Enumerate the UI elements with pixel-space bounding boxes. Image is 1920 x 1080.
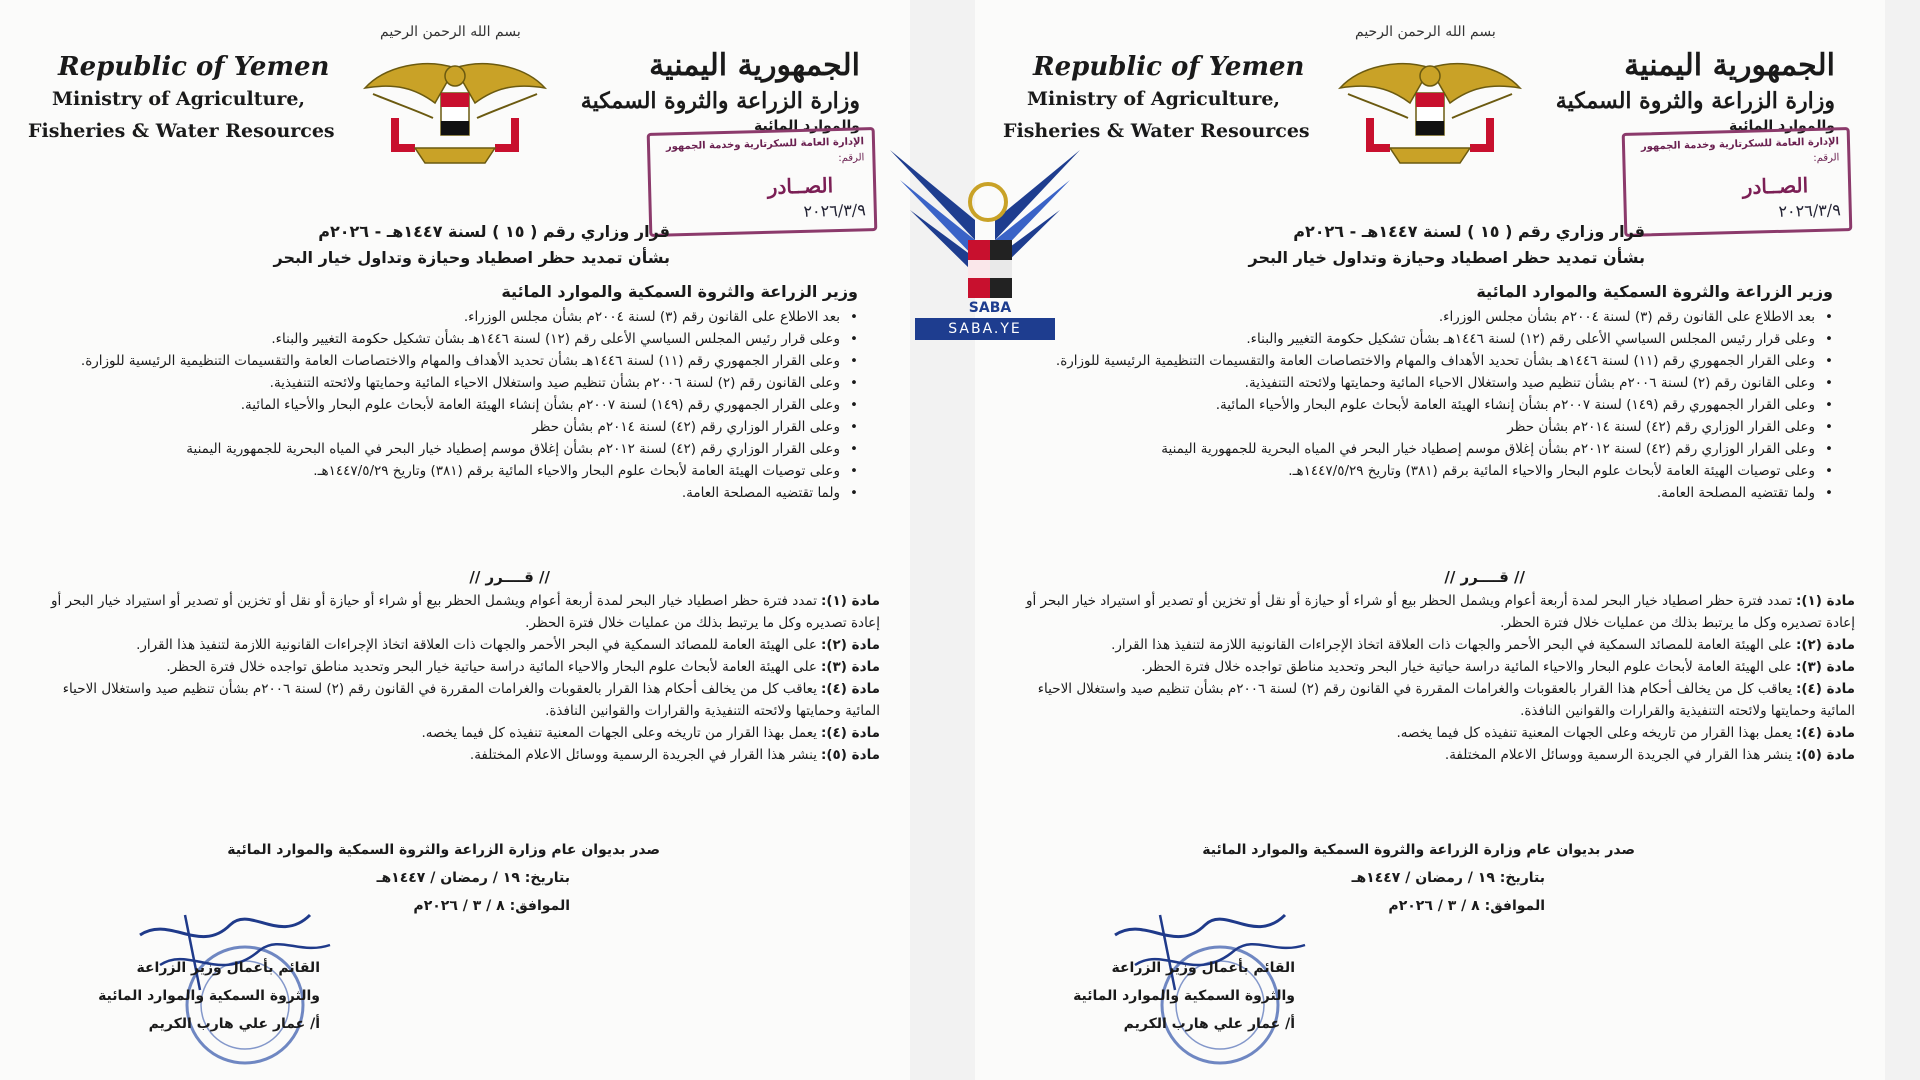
preamble-item: • بعد الاطلاع على القانون رقم (٣) لسنة ٢٠٠٤م بشأن مجلس الوزراء. (1033, 306, 1833, 328)
article-2 (30, 634, 880, 656)
article-label: مادة (٤): (820, 725, 880, 741)
preamble-item: • وعلى القرار الجمهوري رقم (١١) لسنة ١٤٤٦هـ بشأن تحديد الأهداف والمهام والاختصاصات العامة والتقسيمات التنظيمية الرئيسية للوزارة. (1033, 350, 1833, 372)
signature-seal-icon (130, 895, 340, 1070)
preamble-item: • وعلى القرار الجمهوري رقم (١١) لسنة ١٤٤٦هـ بشأن تحديد الأهداف والمهام والاختصاصات العامة والتقسيمات التنظيمية الرئيسية للوزارة. (58, 350, 858, 372)
article-label: مادة (١): (1795, 593, 1855, 609)
stamp-department: الإدارة العامة للسكرتارية وخدمة الجمهور (665, 136, 865, 153)
article-label: مادة (٥): (1795, 747, 1855, 763)
article-5 (1005, 722, 1855, 744)
article-label: مادة (٥): (820, 747, 880, 763)
outgoing-stamp (1622, 127, 1853, 237)
issued-line: صدر بديوان عام وزارة الزراعة والثروة السمكية والموارد المائية (227, 842, 660, 858)
stamp-date: ٢٠٢٦/٣/٩ (803, 200, 867, 221)
article-6 (1005, 744, 1855, 766)
header-ar-ministry-2: والموارد المائية (1729, 118, 1835, 134)
article-text: ينشر هذا القرار في الجريدة الرسمية ووسائل الاعلام المختلفة. (1444, 747, 1792, 763)
signatory-title: القائم بأعمال وزير الزراعة (1111, 960, 1295, 976)
preamble-item: • بعد الاطلاع على القانون رقم (٣) لسنة ٢٠٠٤م بشأن مجلس الوزراء. (58, 306, 858, 328)
article-4 (30, 678, 880, 722)
articles-block (1005, 590, 1855, 766)
article-6 (30, 744, 880, 766)
article-label: مادة (٣): (820, 659, 880, 675)
stamp-date: ٢٠٢٦/٣/٩ (1778, 200, 1842, 221)
stamp-outgoing: الصــادر (767, 173, 834, 199)
article-label: مادة (٤): (820, 681, 880, 697)
decision-heading: // قــــرر // (1444, 568, 1525, 586)
document-page-left (0, 0, 910, 1080)
article-5 (30, 722, 880, 744)
preamble-item: • وعلى القانون رقم (٢) لسنة ٢٠٠٦م بشأن تنظيم صيد واستغلال الاحياء المائية وحمايتها ولائحته التنفيذية. (1033, 372, 1833, 394)
article-text: على الهيئة العامة للمصائد السمكية في البحر الأحمر والجهات ذات العلاقة اتخاذ الإجراءات القانونية اللازمة لتنفيذ هذا القرار. (1111, 637, 1792, 653)
saba-logo-icon (880, 140, 1090, 340)
preamble-item: • وعلى القانون رقم (٢) لسنة ٢٠٠٦م بشأن تنظيم صيد واستغلال الاحياء المائية وحمايتها ولائحته التنفيذية. (58, 372, 858, 394)
article-text: يعمل بهذا القرار من تاريخه وعلى الجهات المعنية تنفيذه كل فيما يخصه. (421, 725, 817, 741)
article-1 (30, 590, 880, 634)
date-gregorian: الموافق: ٨ / ٣ / ٢٠٢٦م (1388, 898, 1545, 914)
preamble-item: • وعلى القرار الوزاري رقم (٤٢) لسنة ٢٠١٢م بشأن إغلاق موسم إصطياد خيار البحر في المياه البحرية للجمهورية اليمنية (58, 438, 858, 460)
article-2 (1005, 634, 1855, 656)
saba-logo-text: SABA (968, 300, 1012, 316)
header-ar-ministry-2: والموارد المائية (754, 118, 860, 134)
article-label: مادة (١): (820, 593, 880, 609)
header-en-ministry: Ministry of Agriculture, (52, 88, 306, 110)
signatory-title-2: والثروة السمكية والموارد المائية (1073, 988, 1295, 1004)
preamble-item: • ولما تقتضيه المصلحة العامة. (58, 482, 858, 504)
minister-heading: وزير الزراعة والثروة السمكية والموارد المائية (1476, 282, 1833, 301)
stamp-outgoing: الصــادر (1742, 173, 1809, 199)
article-label: مادة (٣): (1795, 659, 1855, 675)
decree-subject: بشأن تمديد حظر اصطياد وحيازة وتداول خيار البحر (1248, 248, 1645, 267)
article-text: يعمل بهذا القرار من تاريخه وعلى الجهات المعنية تنفيذه كل فيما يخصه. (1396, 725, 1792, 741)
signature-seal-icon (1105, 895, 1315, 1070)
header-en-title: Republic of Yemen (58, 52, 330, 82)
stamp-department: الإدارة العامة للسكرتارية وخدمة الجمهور (1640, 136, 1840, 153)
header-en-title: Republic of Yemen (1033, 52, 1305, 82)
document-page-right (975, 0, 1885, 1080)
saba-site-label: SABA.YE (915, 318, 1055, 340)
stamp-number-label: الرقم: (838, 152, 865, 164)
preamble-item: • وعلى القرار الوزاري رقم (٤٢) لسنة ٢٠١٤م بشأن حظر (58, 416, 858, 438)
minister-heading: وزير الزراعة والثروة السمكية والموارد المائية (501, 282, 858, 301)
date-hijri: بتاريخ: ١٩ / رمضان / ١٤٤٧هـ (376, 870, 570, 886)
preamble-item: • وعلى القرار الوزاري رقم (٤٢) لسنة ٢٠١٢م بشأن إغلاق موسم إصطياد خيار البحر في المياه البحرية للجمهورية اليمنية (1033, 438, 1833, 460)
header-ar-ministry: وزارة الزراعة والثروة السمكية (580, 88, 860, 114)
date-hijri: بتاريخ: ١٩ / رمضان / ١٤٤٧هـ (1351, 870, 1545, 886)
decree-title: قرار وزاري رقم ( ١٥ ) لسنة ١٤٤٧هـ - ٢٠٢٦م (1293, 222, 1645, 241)
article-label: مادة (٢): (1795, 637, 1855, 653)
preamble-item: • وعلى القرار الجمهوري رقم (١٤٩) لسنة ٢٠٠٧م بشأن إنشاء الهيئة العامة لأبحاث علوم البحار والأحياء المائية. (1033, 394, 1833, 416)
article-text: تمدد فترة حظر اصطياد خيار البحر لمدة أربعة أعوام ويشمل الحظر بيع أو شراء أو حيازة أو نقل أو تخزين أو تصدير أو استيراد خيار البحر أو إعادة تصديره وكل ما يرتبط بذلك من عمليات خلال فترة الحظر. (1026, 593, 1855, 631)
article-text: على الهيئة العامة للمصائد السمكية في البحر الأحمر والجهات ذات العلاقة اتخاذ الإجراءات القانونية اللازمة لتنفيذ هذا القرار. (136, 637, 817, 653)
header-ar-ministry: وزارة الزراعة والثروة السمكية (1555, 88, 1835, 114)
preamble-item: • وعلى توصيات الهيئة العامة لأبحاث علوم البحار والاحياء المائية برقم (٣٨١) وتاريخ ١٤٤٧/٥/٢٩هـ. (1033, 460, 1833, 482)
decree-title: قرار وزاري رقم ( ١٥ ) لسنة ١٤٤٧هـ - ٢٠٢٦م (318, 222, 670, 241)
outgoing-stamp (647, 127, 878, 237)
article-text: على الهيئة العامة لأبحاث علوم البحار والاحياء المائية دراسة حياتية خيار البحر وتحديد مناطق تواجده خلال فترة الحظر. (166, 659, 817, 675)
preamble-item: • وعلى توصيات الهيئة العامة لأبحاث علوم البحار والاحياء المائية برقم (٣٨١) وتاريخ ١٤٤٧/٥/٢٩هـ. (58, 460, 858, 482)
stamp-number-label: الرقم: (1813, 152, 1840, 164)
header-en-ministry-2: Fisheries & Water Resources (28, 120, 335, 142)
basmala: بسم الله الرحمن الرحيم (380, 24, 521, 40)
header-en-ministry: Ministry of Agriculture, (1027, 88, 1281, 110)
preamble-item: • وعلى القرار الجمهوري رقم (١٤٩) لسنة ٢٠٠٧م بشأن إنشاء الهيئة العامة لأبحاث علوم البحار والأحياء المائية. (58, 394, 858, 416)
date-gregorian: الموافق: ٨ / ٣ / ٢٠٢٦م (413, 898, 570, 914)
decision-heading: // قــــرر // (469, 568, 550, 586)
article-text: يعاقب كل من يخالف أحكام هذا القرار بالعقوبات والغرامات المقررة في القانون رقم (٢) لسنة ٢٠٠٦م بشأن تنظيم صيد واستغلال الاحياء المائية وحمايتها ولائحته التنفيذية والقرارات والقوانين النافذة. (1037, 681, 1855, 719)
articles-block (30, 590, 880, 766)
article-text: تمدد فترة حظر اصطياد خيار البحر لمدة أربعة أعوام ويشمل الحظر بيع أو شراء أو حيازة أو نقل أو تخزين أو تصدير أو استيراد خيار البحر أو إعادة تصديره وكل ما يرتبط بذلك من عمليات خلال فترة الحظر. (51, 593, 880, 631)
preamble-item: • وعلى القرار الوزاري رقم (٤٢) لسنة ٢٠١٤م بشأن حظر (1033, 416, 1833, 438)
header-ar-title: الجمهورية اليمنية (1624, 48, 1835, 83)
article-3 (1005, 656, 1855, 678)
article-text: ينشر هذا القرار في الجريدة الرسمية ووسائل الاعلام المختلفة. (469, 747, 817, 763)
preamble-list (1033, 306, 1833, 504)
signatory-name: أ/ عمار علي هارب الكريم (148, 1016, 320, 1032)
yemen-eagle-emblem-icon (355, 48, 555, 168)
preamble-list (58, 306, 858, 504)
article-text: على الهيئة العامة لأبحاث علوم البحار والاحياء المائية دراسة حياتية خيار البحر وتحديد مناطق تواجده خلال فترة الحظر. (1141, 659, 1792, 675)
signatory-title: القائم بأعمال وزير الزراعة (136, 960, 320, 976)
yemen-eagle-emblem-icon (1330, 48, 1530, 168)
article-text: يعاقب كل من يخالف أحكام هذا القرار بالعقوبات والغرامات المقررة في القانون رقم (٢) لسنة ٢٠٠٦م بشأن تنظيم صيد واستغلال الاحياء المائية وحمايتها ولائحته التنفيذية والقرارات والقوانين النافذة. (62, 681, 880, 719)
preamble-item: • وعلى قرار رئيس المجلس السياسي الأعلى رقم (١٢) لسنة ١٤٤٦هـ بشأن تشكيل حكومة التغيير والبناء. (58, 328, 858, 350)
header-en-ministry-2: Fisheries & Water Resources (1003, 120, 1310, 142)
preamble-item: • وعلى قرار رئيس المجلس السياسي الأعلى رقم (١٢) لسنة ١٤٤٦هـ بشأن تشكيل حكومة التغيير والبناء. (1033, 328, 1833, 350)
header-ar-title: الجمهورية اليمنية (649, 48, 860, 83)
issued-line: صدر بديوان عام وزارة الزراعة والثروة السمكية والموارد المائية (1202, 842, 1635, 858)
basmala: بسم الله الرحمن الرحيم (1355, 24, 1496, 40)
article-4 (1005, 678, 1855, 722)
decree-subject: بشأن تمديد حظر اصطياد وحيازة وتداول خيار البحر (273, 248, 670, 267)
article-label: مادة (٤): (1795, 725, 1855, 741)
article-3 (30, 656, 880, 678)
article-label: مادة (٢): (820, 637, 880, 653)
article-1 (1005, 590, 1855, 634)
article-label: مادة (٤): (1795, 681, 1855, 697)
signatory-name: أ/ عمار علي هارب الكريم (1123, 1016, 1295, 1032)
preamble-item: • ولما تقتضيه المصلحة العامة. (1033, 482, 1833, 504)
signatory-title-2: والثروة السمكية والموارد المائية (98, 988, 320, 1004)
